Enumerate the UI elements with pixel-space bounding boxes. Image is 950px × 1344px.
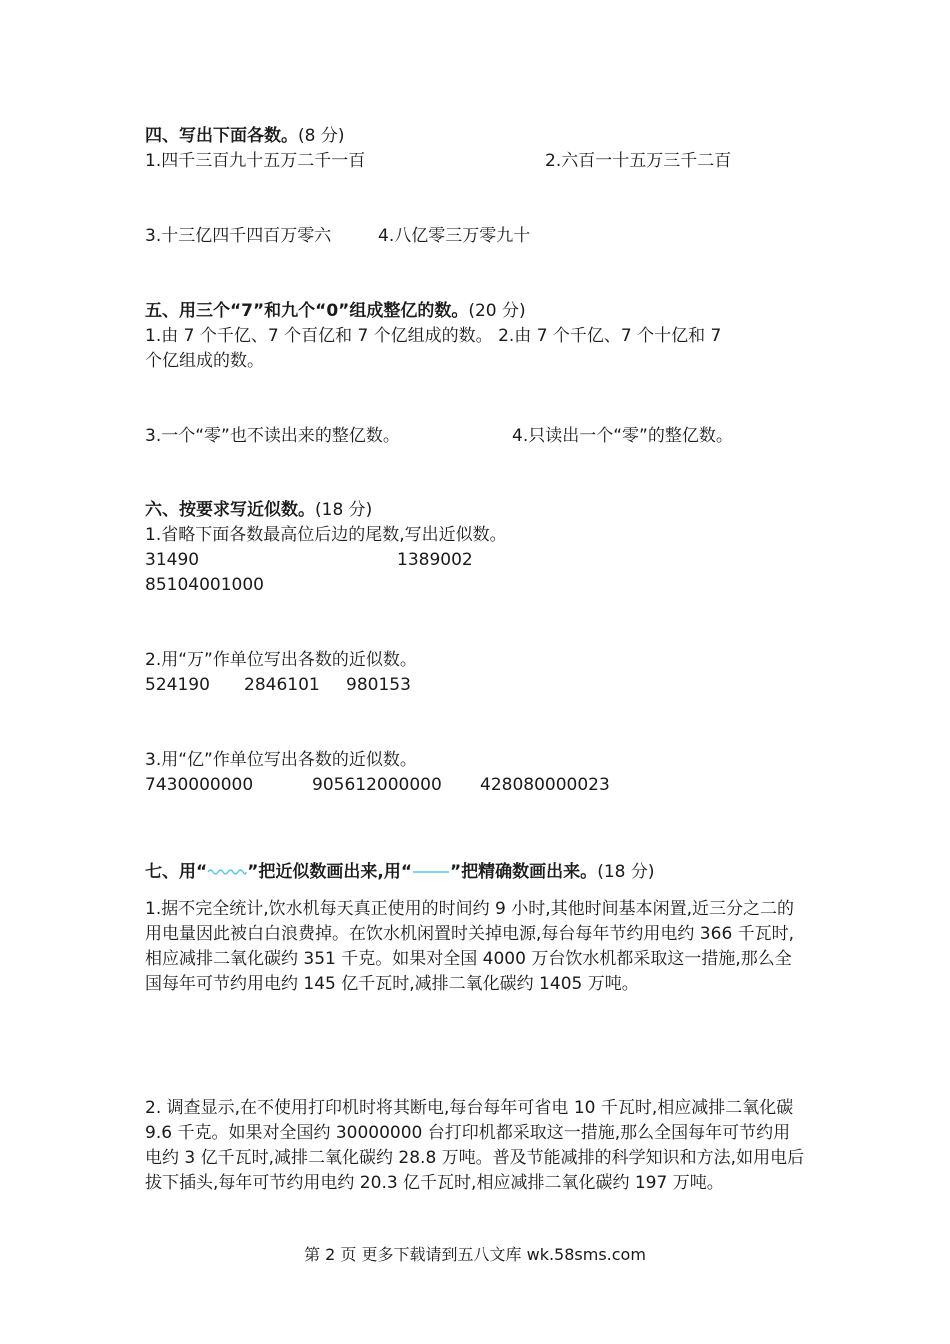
section-4-question-1: 1.四千三百九十五万二千一百 [145,151,366,171]
section-6-q1-number-3: 85104001000 [145,575,264,595]
section-4-question-2: 2.六百一十五万三千二百 [545,151,732,171]
section-6-question-2: 2.用“万”作单位写出各数的近似数。 [145,650,417,670]
section-5-question-3: 3.一个“零”也不读出来的整亿数。 [145,426,400,446]
section-6-heading: 六、按要求写近似数。(18 分) [145,500,373,520]
section-5-questions-1-2-line-1: 1.由 7 个千亿、7 个百亿和 7 个亿组成的数。 2.由 7 个千亿、7 个十亿和 7 [145,326,722,346]
section-6-question-3: 3.用“亿”作单位写出各数的近似数。 [145,750,417,770]
section-5-question-4: 4.只读出一个“零”的整亿数。 [512,426,733,446]
section-6-q2-number-3: 980153 [346,675,411,695]
section-6-q3-number-3: 428080000023 [480,775,610,795]
page-footer: 第 2 页 更多下载请到五八文库 wk.58sms.com [304,1245,646,1264]
section-6-q1-number-2: 1389002 [397,550,473,570]
wavy-line-mark [207,867,247,877]
section-7-heading: 七、用“ ”把近似数画出来,用“ ”把精确数画出来。(18 分) [145,862,655,882]
section-7-paragraph-1: 1.据不完全统计,饮水机每天真正使用的时间约 9 小时,其他时间基本闲置,近三分之二的用电量因此被白白浪费掉。在饮水机闲置时关掉电源,每台每年节约用电约 366 千瓦时,相应减排二氧化碳约 351 千克。如果对全国 4000 万台饮水机都采取这一措施,那么全国每年可节约用电约 145 亿千瓦时,减排二氧化碳约 1405 万吨。 [145,899,795,994]
section-4-question-3: 3.十三亿四千四百万零六 [145,226,332,246]
section-7-paragraph-2: 2. 调查显示,在不使用打印机时将其断电,每台每年可省电 10 千瓦时,相应减排二氧化碳 9.6 千克。如果对全国约 30000000 台打印机都采取这一措施,那么全国每年可节约用电约 3 亿千瓦时,减排二氧化碳约 28.8 万吨。普及节能减排的科学知识和方法,如用电后拔下插头,每年可节约用电约 20.3 亿千瓦时,相应减排二氧化碳约 197 万吨。 [145,1098,805,1193]
section-6-question-1: 1.省略下面各数最高位后边的尾数,写出近似数。 [145,525,507,545]
section-6-q1-number-1: 31490 [145,550,200,570]
section-6-q2-number-2: 2846101 [244,675,320,695]
section-6-q3-number-1: 7430000000 [145,775,254,795]
section-5-questions-1-2-line-2: 个亿组成的数。 [145,351,264,371]
straight-line-mark [412,867,450,877]
section-6-q3-number-2: 905612000000 [312,775,442,795]
section-6-q2-number-1: 524190 [145,675,210,695]
section-4-question-4: 4.八亿零三万零九十 [378,226,531,246]
section-4-heading: 四、写出下面各数。(8 分) [145,126,345,146]
section-5-heading: 五、用三个“7”和九个“0”组成整亿的数。(20 分) [145,301,526,321]
